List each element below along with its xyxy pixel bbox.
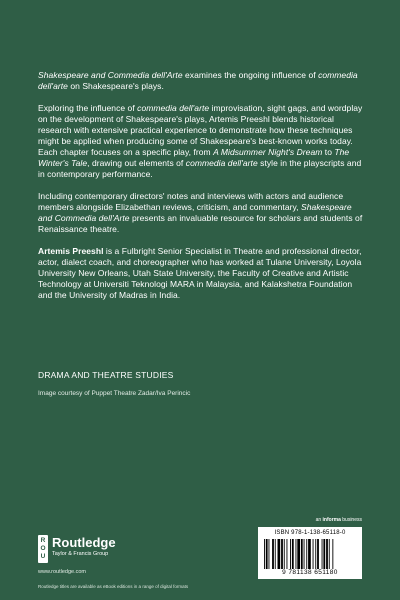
publisher-group: Taylor & Francis Group	[52, 551, 109, 557]
barcode-bar	[313, 539, 314, 569]
barcode-icon	[264, 539, 356, 569]
barcode-digits: 9 781138 651180	[282, 569, 338, 576]
barcode-bar	[317, 539, 319, 569]
book-title: Shakespeare and Commedia dell'Arte	[38, 70, 183, 80]
barcode-bar	[323, 539, 325, 569]
intro-paragraph: Shakespeare and Commedia dell'Arte examines the ongoing influence of commedia dell'arte on Shakespeare's plays.	[38, 70, 358, 91]
barcode-bar	[264, 539, 265, 569]
barcode-bar	[332, 539, 333, 569]
barcode-bar	[297, 539, 300, 569]
barcode-bar	[329, 539, 330, 569]
barcode-bar	[322, 539, 323, 569]
barcode-bar	[278, 539, 281, 569]
routledge-mark-icon: R O U	[38, 535, 48, 563]
publisher-logo	[38, 535, 158, 565]
barcode-bar	[326, 539, 328, 569]
isbn-label: ISBN 978-1-138-65118-0	[274, 530, 346, 536]
barcode-bar	[272, 539, 274, 569]
barcode-bar	[275, 539, 276, 569]
image-credit: Image courtesy of Puppet Theatre Zadar/Iva Perincic	[38, 390, 191, 397]
barcode-bar	[306, 539, 307, 569]
author-name: Artemis Preeshl	[38, 246, 104, 256]
isbn-barcode-box	[258, 527, 362, 579]
resources-paragraph: Including contemporary directors' notes and interviews with actors and audience members alongside Elizabethan reviews, criticism, and commentary, Shakespeare and Commedia dell'Arte presents an invaluable resource for scholars and students of Renaissance theatre.	[38, 191, 363, 234]
barcode-bar	[266, 539, 268, 569]
publisher-name: Routledge	[52, 535, 116, 550]
blurb-text	[38, 70, 368, 312]
barcode-bar	[287, 539, 288, 569]
barcode-bar	[269, 539, 270, 569]
barcode-bar	[290, 539, 291, 569]
subject-category: DRAMA AND THEATRE STUDIES	[38, 370, 174, 380]
barcode-bar	[315, 539, 316, 569]
barcode-bar	[281, 539, 283, 569]
barcode-bar	[308, 539, 311, 569]
barcode-bar	[304, 539, 305, 569]
barcode-bar	[284, 539, 285, 569]
description-paragraph: Exploring the influence of commedia dell'arte improvisation, sight gags, and wordplay on the development of Shakespeare's plays, Artemis Preeshl blends historical research with extensive practical experience to demonstrate how these techniques might be applied when producing some of Shakespeare's best-known works today. Each chapter focuses on a specific play, from A Midsummer Night's Dream to The Winter's Tale, drawing out elements of commedia dell'arte style in the playscripts and in contemporary performance.	[38, 103, 363, 179]
ebook-footnote: Routledge titles are available as eBook editions in a range of digital formats	[38, 584, 189, 589]
author-bio: Artemis Preeshl is a Fulbright Senior Specialist in Theatre and professional director, actor, dialect coach, and choreographer who has worked at Tulane University, Loyola University New Orleans, Utah State University, the Faculty of Creative and Artistic Technology at Universiti Teknologi MARA in Malaysia, and Kalakshetra Foundation and the University of Madras in India.	[38, 246, 362, 300]
barcode-bar	[296, 539, 297, 569]
barcode-bar	[292, 539, 294, 569]
barcode-bar	[301, 539, 303, 569]
informa-tagline: an informa business	[315, 517, 362, 523]
publisher-website: www.routledge.com	[38, 569, 86, 575]
